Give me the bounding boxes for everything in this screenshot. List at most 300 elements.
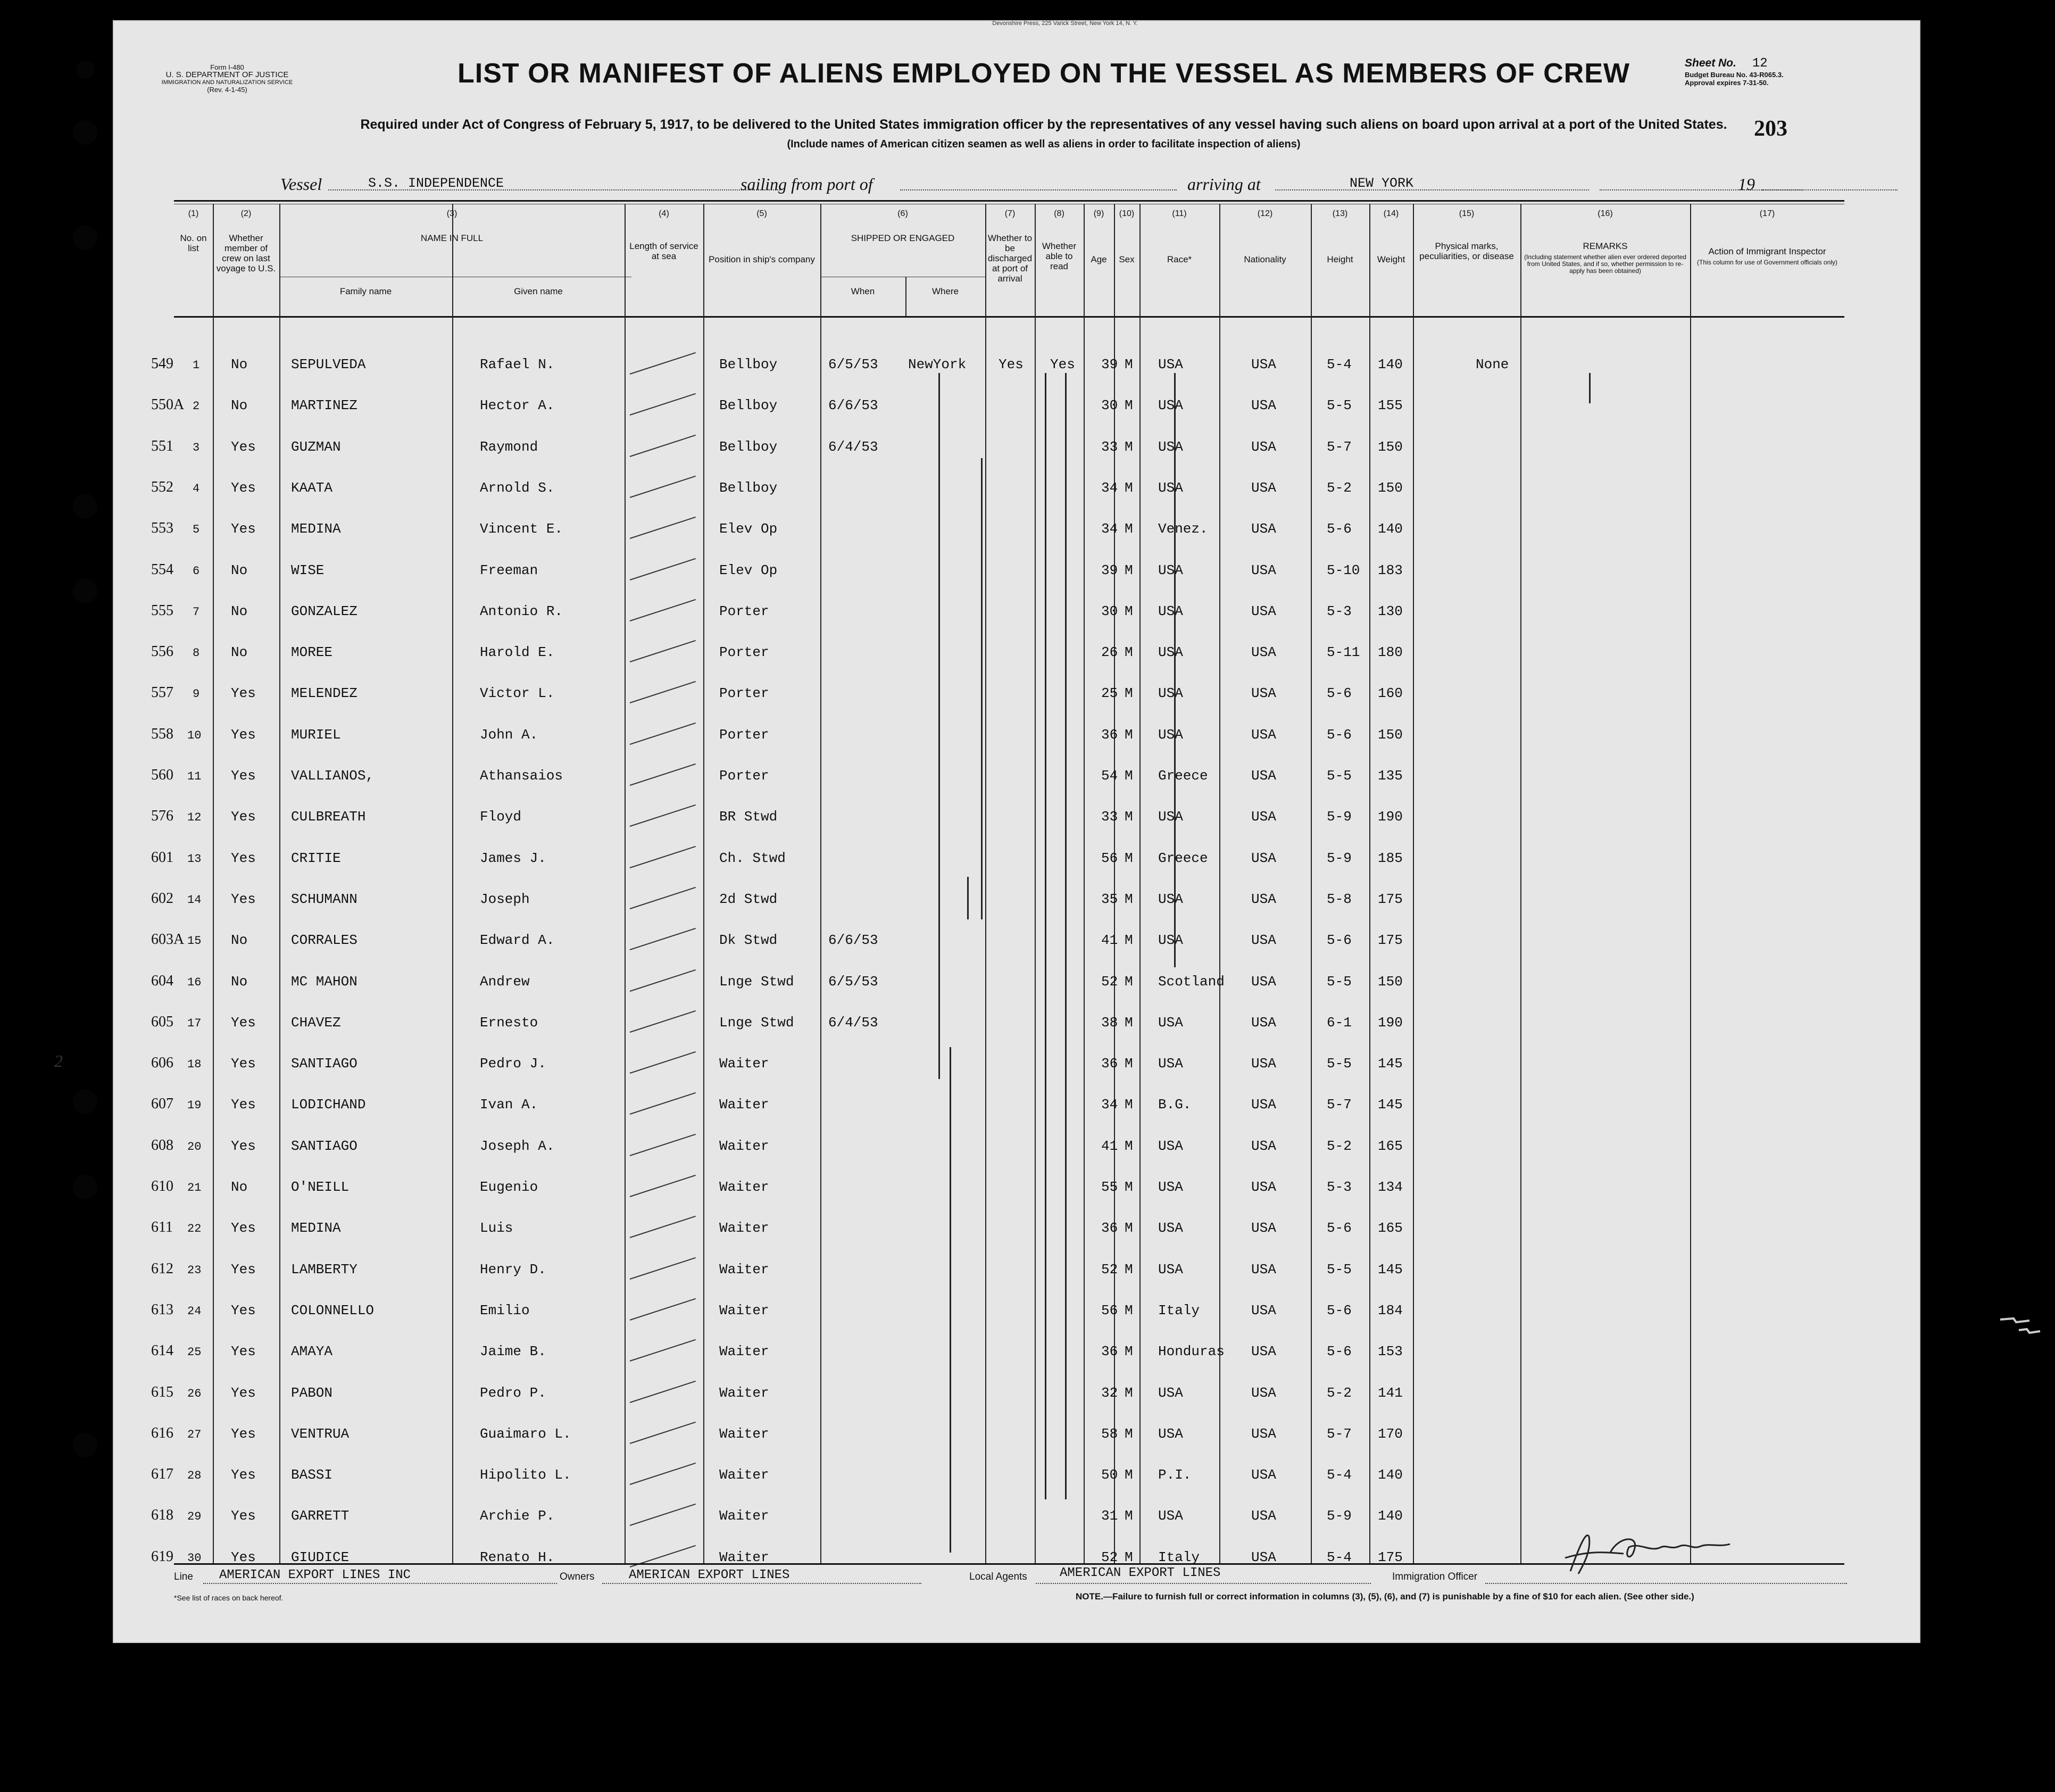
punch-hole <box>73 579 97 603</box>
crew-reference-number: 616 <box>151 1425 173 1441</box>
approval-expiry: Approval expires 7-31-50. <box>1685 79 1769 87</box>
column-header: Physical marks, peculiarities, or disease <box>1419 241 1514 261</box>
column-number: (8) <box>1054 209 1064 218</box>
cell-family: MEDINA <box>291 521 341 537</box>
cell-sex: M <box>1125 1179 1133 1195</box>
cell-age: 26 <box>1101 644 1118 660</box>
table-row <box>113 1219 1920 1243</box>
cell-ht: 5-3 <box>1327 603 1352 619</box>
service-length-tick <box>630 393 696 416</box>
cell-given: Guaimaro L. <box>480 1426 571 1442</box>
cell-pos: Waiter <box>719 1220 769 1236</box>
cell-age: 56 <box>1101 850 1118 866</box>
column-header: Weight <box>1377 254 1405 264</box>
cell-sex: M <box>1125 932 1133 948</box>
cell-ht: 5-6 <box>1327 521 1352 537</box>
cell-last: Yes <box>231 1426 256 1442</box>
service-length-tick <box>630 1175 696 1197</box>
arriving-port: NEW YORK <box>1350 176 1414 191</box>
table-row <box>113 1137 1920 1162</box>
cell-nat: USA <box>1251 1220 1276 1236</box>
service-length-tick <box>630 1257 696 1280</box>
cell-last: No <box>231 1179 248 1195</box>
cell-where: NewYork <box>908 356 967 372</box>
cell-age: 39 <box>1101 562 1118 578</box>
cell-given: Athansaios <box>480 768 563 784</box>
service-length-tick <box>630 1504 696 1526</box>
cell-race: Italy <box>1158 1302 1200 1318</box>
cell-given: Eugenio <box>480 1179 538 1195</box>
cell-family: VENTRUA <box>291 1426 350 1442</box>
cell-family: GONZALEZ <box>291 603 357 619</box>
column-header: Height <box>1327 254 1353 264</box>
cell-wt: 150 <box>1378 439 1403 455</box>
cell-sex: M <box>1125 1015 1133 1031</box>
cell-nat: USA <box>1251 974 1276 990</box>
cell-race: USA <box>1158 397 1183 413</box>
cell-nat: USA <box>1251 603 1276 619</box>
cell-race: USA <box>1158 891 1183 907</box>
cell-wt: 150 <box>1378 974 1403 990</box>
cell-race: USA <box>1158 727 1183 743</box>
cell-sex: M <box>1125 1097 1133 1113</box>
cell-nat: USA <box>1251 562 1276 578</box>
punch-hole <box>73 494 97 518</box>
crew-reference-number: 607 <box>151 1096 173 1112</box>
row-number: 22 <box>187 1222 202 1235</box>
crew-reference-number: 557 <box>151 684 173 701</box>
row-number: 9 <box>193 687 200 701</box>
cell-sex: M <box>1125 1467 1133 1483</box>
cell-given: Henry D. <box>480 1262 546 1277</box>
cell-pos: Waiter <box>719 1056 769 1072</box>
cell-age: 32 <box>1101 1385 1118 1401</box>
ditto-mark <box>1589 373 1591 403</box>
cell-pos: Bellboy <box>719 439 778 455</box>
cell-family: SEPULVEDA <box>291 356 366 372</box>
cell-family: MURIEL <box>291 727 341 743</box>
cell-race: USA <box>1158 603 1183 619</box>
column-number: (10) <box>1119 209 1135 218</box>
cell-last: No <box>231 397 248 413</box>
cell-family: MEDINA <box>291 1220 341 1236</box>
cell-nat: USA <box>1251 1138 1276 1154</box>
edge-scribble <box>1998 1309 2051 1341</box>
cell-sex: M <box>1125 850 1133 866</box>
table-row <box>113 931 1920 956</box>
column-number: (6) <box>897 209 908 218</box>
cell-age: 52 <box>1101 1262 1118 1277</box>
cell-pos: Lnge Stwd <box>719 974 794 990</box>
cell-race: Italy <box>1158 1549 1200 1565</box>
cell-pos: Lnge Stwd <box>719 1015 794 1031</box>
line-value: AMERICAN EXPORT LINES INC <box>219 1568 411 1582</box>
manifest-sheet <box>54 20 1920 1643</box>
cell-wt: 165 <box>1378 1220 1403 1236</box>
cell-last: Yes <box>231 1385 256 1401</box>
cell-ht: 5-4 <box>1327 356 1352 372</box>
penalty-note: NOTE.—Failure to furnish full or correct information in columns (3), (5), (6), and (7) is punishable by a fine of $10 for each alien. (See other side.) <box>1076 1591 1694 1602</box>
crew-reference-number: 558 <box>151 726 173 742</box>
cell-last: No <box>231 562 248 578</box>
cell-wt: 140 <box>1378 1467 1403 1483</box>
cell-nat: USA <box>1251 1343 1276 1359</box>
margin-note: 2 <box>54 1051 63 1071</box>
cell-family: BASSI <box>291 1467 333 1483</box>
line-label: Line <box>174 1571 193 1582</box>
cell-last: Yes <box>231 439 256 455</box>
cell-race: Greece <box>1158 768 1208 784</box>
column-header: Nationality <box>1244 254 1286 264</box>
crew-reference-number: 618 <box>151 1507 173 1523</box>
cell-family: GUZMAN <box>291 439 341 455</box>
cell-family: VALLIANOS, <box>291 768 375 784</box>
crew-reference-number: 552 <box>151 479 173 495</box>
row-number: 19 <box>187 1099 202 1112</box>
table-row <box>113 396 1920 421</box>
cell-nat: USA <box>1251 850 1276 866</box>
ditto-mark <box>1065 373 1067 1499</box>
cell-wt: 153 <box>1378 1343 1403 1359</box>
row-number: 14 <box>187 893 202 907</box>
cell-given: Rafael N. <box>480 356 555 372</box>
cell-ht: 5-5 <box>1327 1262 1352 1277</box>
cell-pos: Porter <box>719 685 769 701</box>
cell-family: CRITIE <box>291 850 341 866</box>
table-row <box>113 1178 1920 1202</box>
cell-ht: 5-5 <box>1327 397 1352 413</box>
service-length-tick <box>630 558 696 580</box>
punch-hole <box>73 1090 97 1114</box>
cell-pos: 2d Stwd <box>719 891 778 907</box>
row-number: 11 <box>187 770 202 783</box>
sheet-label: Sheet No. <box>1685 57 1736 69</box>
row-number: 15 <box>187 934 202 948</box>
cell-given: Archie P. <box>480 1508 555 1524</box>
cell-race: USA <box>1158 1426 1183 1442</box>
cell-age: 34 <box>1101 480 1118 496</box>
row-number: 8 <box>193 646 200 660</box>
cell-nat: USA <box>1251 1097 1276 1113</box>
punch-hole <box>73 120 97 145</box>
cell-wt: 155 <box>1378 397 1403 413</box>
table-row <box>113 1014 1920 1038</box>
table-row <box>113 973 1920 997</box>
cell-age: 58 <box>1101 1426 1118 1442</box>
cell-family: CORRALES <box>291 932 357 948</box>
cell-age: 25 <box>1101 685 1118 701</box>
service-length-tick <box>630 681 696 703</box>
cell-sex: M <box>1125 974 1133 990</box>
column-header: Position in ship's company <box>709 254 815 264</box>
cell-last: No <box>231 932 248 948</box>
table-row <box>113 1342 1920 1367</box>
column-header: Whether able to read <box>1042 241 1077 271</box>
service-length-tick <box>630 1051 696 1074</box>
cell-given: Raymond <box>480 439 538 455</box>
cell-age: 55 <box>1101 1179 1118 1195</box>
table-row <box>113 890 1920 915</box>
cell-family: AMAYA <box>291 1343 333 1359</box>
crew-reference-number: 549 <box>151 355 173 372</box>
column-header: Whether to be discharged at port of arrival <box>987 233 1033 284</box>
cell-nat: USA <box>1251 1262 1276 1277</box>
row-number: 16 <box>187 976 202 989</box>
cell-wt: 140 <box>1378 1508 1403 1524</box>
cell-ht: 5-6 <box>1327 932 1352 948</box>
cell-race: USA <box>1158 1220 1183 1236</box>
crew-reference-number: 605 <box>151 1014 173 1030</box>
cell-age: 35 <box>1101 891 1118 907</box>
service-length-tick <box>630 1298 696 1321</box>
owners-label: Owners <box>560 1571 595 1582</box>
row-number: 12 <box>187 811 202 824</box>
cell-wt: 140 <box>1378 356 1403 372</box>
cell-age: 33 <box>1101 439 1118 455</box>
cell-pos: Porter <box>719 644 769 660</box>
cell-pos: Elev Op <box>719 562 778 578</box>
inspector-signature <box>1560 1521 1741 1579</box>
cell-ht: 5-9 <box>1327 1508 1352 1524</box>
cell-pos: Porter <box>719 768 769 784</box>
local-agents-label: Local Agents <box>969 1571 1027 1582</box>
cell-family: GIUDICE <box>291 1549 350 1565</box>
cell-ht: 5-6 <box>1327 1220 1352 1236</box>
cell-ht: 5-8 <box>1327 891 1352 907</box>
cell-nat: USA <box>1251 1508 1276 1524</box>
cell-nat: USA <box>1251 685 1276 701</box>
crew-reference-number: 554 <box>151 561 173 578</box>
cell-race: USA <box>1158 1056 1183 1072</box>
cell-given: Freeman <box>480 562 538 578</box>
service-length-tick <box>630 846 696 868</box>
cell-pos: Waiter <box>719 1467 769 1483</box>
ditto-mark <box>938 373 940 1079</box>
cell-race: P.I. <box>1158 1467 1192 1483</box>
cell-race: B.G. <box>1158 1097 1192 1113</box>
table-row <box>113 808 1920 832</box>
crew-reference-number: 553 <box>151 520 173 536</box>
crew-reference-number: 604 <box>151 973 173 989</box>
row-number: 13 <box>187 852 202 866</box>
cell-pos: Waiter <box>719 1343 769 1359</box>
page-title: LIST OR MANIFEST OF ALIENS EMPLOYED ON THE VESSEL AS MEMBERS OF CREW <box>457 58 1630 89</box>
column-subheader: Given name <box>514 286 563 296</box>
cell-family: MARTINEZ <box>291 397 357 413</box>
table-row <box>113 684 1920 709</box>
cell-ht: 5-2 <box>1327 1385 1352 1401</box>
cell-last: Yes <box>231 1508 256 1524</box>
cell-ht: 5-5 <box>1327 1056 1352 1072</box>
cell-wt: 135 <box>1378 768 1403 784</box>
cell-wt: 150 <box>1378 727 1403 743</box>
cell-sex: M <box>1125 644 1133 660</box>
cell-nat: USA <box>1251 1426 1276 1442</box>
cell-wt: 183 <box>1378 562 1403 578</box>
crew-reference-number: 560 <box>151 767 173 783</box>
column-subheader: Where <box>931 286 959 296</box>
cell-given: Jaime B. <box>480 1343 546 1359</box>
cell-pos: Waiter <box>719 1262 769 1277</box>
cell-given: James J. <box>480 850 546 866</box>
ditto-mark <box>981 458 983 919</box>
crew-reference-number: 615 <box>151 1384 173 1400</box>
table-row <box>113 767 1920 791</box>
cell-race: USA <box>1158 562 1183 578</box>
crew-reference-number: 617 <box>151 1466 173 1482</box>
cell-nat: USA <box>1251 891 1276 907</box>
cell-sex: M <box>1125 891 1133 907</box>
vessel-label: Vessel <box>280 175 322 194</box>
column-header: Length of service at sea <box>629 241 698 261</box>
cell-wt: 145 <box>1378 1097 1403 1113</box>
service-length-tick <box>630 352 696 375</box>
cell-last: Yes <box>231 768 256 784</box>
cell-pos: Waiter <box>719 1138 769 1154</box>
cell-age: 30 <box>1101 603 1118 619</box>
sheet-number-block <box>1685 56 1887 87</box>
cell-ht: 5-5 <box>1327 768 1352 784</box>
crew-reference-number: 611 <box>151 1219 173 1235</box>
cell-family: MELENDEZ <box>291 685 357 701</box>
cell-wt: 190 <box>1378 1015 1403 1031</box>
ditto-mark <box>950 1047 951 1553</box>
cell-ht: 5-4 <box>1327 1549 1352 1565</box>
race-footnote: *See list of races on back hereof. <box>174 1594 284 1602</box>
cell-family: KAATA <box>291 480 333 496</box>
service-length-tick <box>630 1381 696 1403</box>
cell-given: Hipolito L. <box>480 1467 571 1483</box>
revision: (Rev. 4-1-45) <box>207 86 247 94</box>
cell-sex: M <box>1125 521 1133 537</box>
sheet-value: 12 <box>1752 56 1768 71</box>
cell-race: USA <box>1158 1138 1183 1154</box>
page-stamp-number: 203 <box>1754 117 1787 141</box>
cell-age: 36 <box>1101 1056 1118 1072</box>
local-agents-value: AMERICAN EXPORT LINES <box>1060 1566 1221 1580</box>
cell-ht: 5-2 <box>1327 1138 1352 1154</box>
cell-race: USA <box>1158 1262 1183 1277</box>
cell-pos: Waiter <box>719 1549 769 1565</box>
cell-nat: USA <box>1251 1385 1276 1401</box>
column-number: (9) <box>1093 209 1104 218</box>
crew-reference-number: 550A <box>151 396 185 413</box>
printer-imprint: Devonshire Press, 225 Varick Street, New York 14, N. Y. <box>992 20 1138 27</box>
cell-family: CHAVEZ <box>291 1015 341 1031</box>
cell-given: Joseph A. <box>480 1138 555 1154</box>
cell-wt: 130 <box>1378 603 1403 619</box>
cell-given: Antonio R. <box>480 603 563 619</box>
column-note: (Including statement whether alien ever ordered deported from United States, and if so, whether permission to re-apply has been obtained) <box>1524 253 1686 275</box>
service-length-tick <box>630 969 696 992</box>
crew-reference-number: 608 <box>151 1137 173 1154</box>
cell-race: Scotland <box>1158 974 1225 990</box>
cell-age: 34 <box>1101 521 1118 537</box>
cell-sex: M <box>1125 1343 1133 1359</box>
cell-wt: 170 <box>1378 1426 1403 1442</box>
cell-pos: Waiter <box>719 1426 769 1442</box>
cell-wt: 150 <box>1378 480 1403 496</box>
cell-age: 50 <box>1101 1467 1118 1483</box>
cell-last: No <box>231 644 248 660</box>
cell-age: 33 <box>1101 809 1118 825</box>
table-row <box>113 849 1920 874</box>
row-number: 25 <box>187 1346 202 1359</box>
cell-given: John A. <box>480 727 538 743</box>
service-length-tick <box>630 476 696 498</box>
cell-wt: 175 <box>1378 932 1403 948</box>
cell-sex: M <box>1125 727 1133 743</box>
cell-nat: USA <box>1251 521 1276 537</box>
row-number: 26 <box>187 1387 202 1400</box>
officer-label: Immigration Officer <box>1392 1571 1478 1582</box>
cell-nat: USA <box>1251 1467 1276 1483</box>
cell-ht: 5-7 <box>1327 439 1352 455</box>
cell-ht: 5-6 <box>1327 685 1352 701</box>
service-length-tick <box>630 435 696 457</box>
crew-reference-number: 601 <box>151 849 173 866</box>
service-length-tick <box>630 1216 696 1238</box>
column-number: (14) <box>1383 209 1399 218</box>
cell-ht: 5-6 <box>1327 1343 1352 1359</box>
cell-nat: USA <box>1251 932 1276 948</box>
cell-given: Vincent E. <box>480 521 563 537</box>
service-length-tick <box>630 928 696 950</box>
cell-nat: USA <box>1251 397 1276 413</box>
column-number: (3) <box>446 209 457 218</box>
service-length-tick <box>630 887 696 909</box>
cell-sex: M <box>1125 1138 1133 1154</box>
table-row <box>113 726 1920 750</box>
cell-wt: 184 <box>1378 1302 1403 1318</box>
row-number: 28 <box>187 1469 202 1482</box>
table-row <box>113 1260 1920 1285</box>
cell-age: 34 <box>1101 1097 1118 1113</box>
cell-wt: 141 <box>1378 1385 1403 1401</box>
cell-last: Yes <box>231 480 256 496</box>
cell-age: 52 <box>1101 1549 1118 1565</box>
column-subheader: When <box>851 286 875 296</box>
cell-ht: 5-5 <box>1327 974 1352 990</box>
row-number: 4 <box>193 482 200 495</box>
cell-when: 6/4/53 <box>828 439 878 455</box>
cell-age: 36 <box>1101 727 1118 743</box>
crew-reference-number: 556 <box>151 643 173 660</box>
cell-nat: USA <box>1251 1179 1276 1195</box>
row-number: 20 <box>187 1140 202 1154</box>
cell-ht: 5-9 <box>1327 850 1352 866</box>
cell-sex: M <box>1125 1549 1133 1565</box>
subtitle: Required under Act of Congress of February 5, 1917, to be delivered to the United States immigration officer by the representatives of any vessel having such aliens on board upon arrival at a port of the United States. <box>360 117 1727 132</box>
cell-wt: 175 <box>1378 891 1403 907</box>
service-length-tick <box>630 1092 696 1115</box>
table-row <box>113 1301 1920 1326</box>
cell-ht: 5-6 <box>1327 727 1352 743</box>
cell-race: Venez. <box>1158 521 1208 537</box>
service-length-tick <box>630 1134 696 1156</box>
cell-last: Yes <box>231 809 256 825</box>
column-number: (13) <box>1332 209 1348 218</box>
cell-ht: 5-3 <box>1327 1179 1352 1195</box>
row-number: 29 <box>187 1510 202 1523</box>
cell-nat: USA <box>1251 439 1276 455</box>
crew-reference-number: 619 <box>151 1548 173 1565</box>
vessel-name: S.S. INDEPENDENCE <box>368 176 504 191</box>
sailing-label: sailing from port of <box>741 175 873 194</box>
column-header: Age <box>1091 254 1107 264</box>
table-row <box>113 1384 1920 1408</box>
cell-given: Hector A. <box>480 397 555 413</box>
